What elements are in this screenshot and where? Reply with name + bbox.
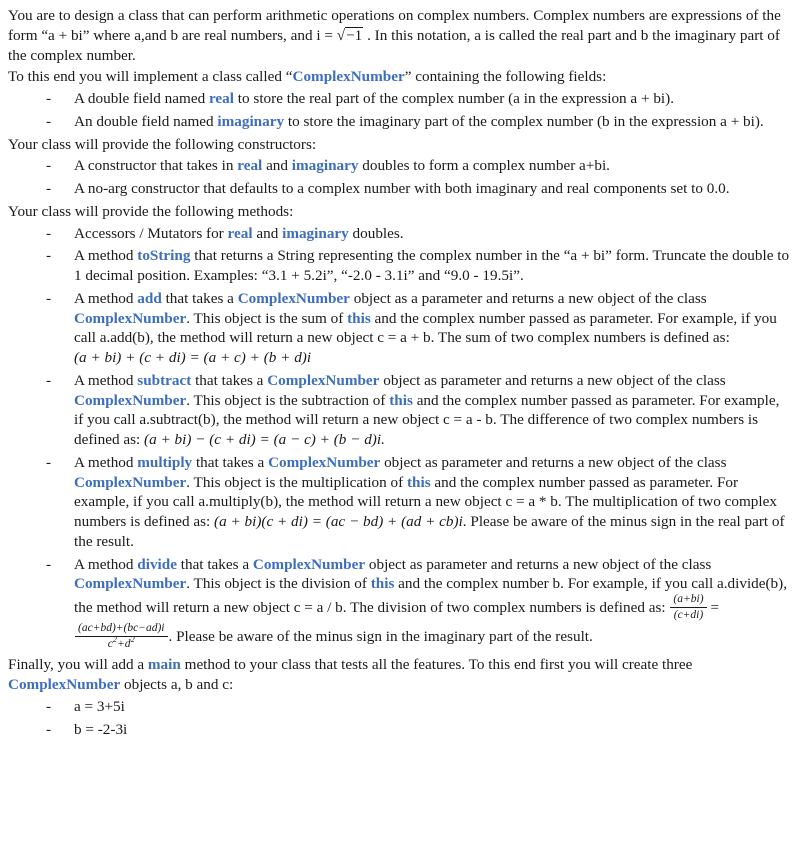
keyword-tostring: toString (137, 247, 191, 265)
multiply-text-2: that takes a (192, 453, 269, 471)
keyword-divide: divide (137, 555, 177, 573)
keyword-this: this (389, 391, 413, 409)
ctor-text-a: A constructor that takes in (74, 157, 238, 175)
subtract-text-5: and the complex number passed as parameter. For example, if you call a.subtract(b), the method will return a new object c = a - b. The difference of two complex numbers is defined as: (74, 391, 780, 448)
list-item: - a = 3+5i (8, 697, 796, 717)
multiply-text-5: and the complex number passed as parameter. For example, if you call a.multiply(b), the method will return a new object c = a * b. The multiplication of two complex numbers is defined as: (74, 473, 777, 530)
divide-fraction-left (670, 593, 706, 622)
keyword-subtract: subtract (137, 371, 192, 389)
subtract-formula: (a + bi) − (c + di) = (a − c) + (b − d)i. (144, 431, 385, 448)
divide-fraction-right (75, 622, 168, 651)
keyword-complexnumber: ComplexNumber (237, 289, 350, 307)
radical-sign: √ (336, 26, 346, 44)
multiply-text-1: A method (74, 453, 138, 471)
keyword-real: real (208, 90, 234, 107)
fields-list (8, 89, 796, 132)
keyword-imaginary: imaginary (282, 224, 349, 242)
add-text-5: and the complex number passed as parameter. For example, if you call a.add(b), the method will return a new object c = a + b. The sum of two complex numbers is defined as: (74, 309, 777, 347)
radicand-value: −1 (346, 26, 363, 44)
denominator-plus-d: +d (117, 638, 131, 651)
methods-heading: Your class will provide the following methods: (8, 202, 294, 220)
add-text-1: A method (74, 289, 138, 307)
keyword-complexnumber: ComplexNumber (74, 309, 187, 327)
ctor-text-mid: and (262, 157, 292, 175)
divide-text-2: that takes a (176, 555, 253, 573)
keyword-imaginary: imaginary (217, 112, 285, 130)
field-real-text-a: A double field named (74, 90, 209, 107)
add-text-2: that takes a (161, 289, 238, 307)
list-item (8, 156, 796, 176)
list-item (8, 555, 796, 653)
multiply-formula-left: (a + bi)(c + di) = (214, 513, 326, 530)
add-text-4: . This object is the sum of (186, 309, 348, 327)
keyword-complexnumber: ComplexNumber (74, 391, 187, 409)
fraction-numerator: (ac+bd)+(bc−ad)i (75, 622, 168, 637)
accessors-text-a: Accessors / Mutators for (74, 224, 228, 242)
divide-text-4: . This object is the division of (186, 575, 371, 593)
list-item (8, 289, 796, 368)
accessors-text-b: doubles. (348, 224, 404, 242)
intro-paragraph-2 (8, 67, 796, 87)
square-root-expression (337, 26, 364, 46)
field-imaginary-text-b: to store the imaginary part of the complex number (b in the expression a + bi). (284, 112, 764, 130)
implement-text-b: ” containing the following fields: (404, 68, 607, 86)
fraction-numerator: (a+bi) (670, 593, 706, 608)
list-item (8, 179, 796, 199)
list-item: - b = -2-3i (8, 720, 796, 740)
divide-text-5: and the complex number b. For example, if you call a.divide(b), the method will return a new object c = a / b. The division of two complex numbers is defined as: (74, 575, 788, 617)
list-item (8, 112, 796, 132)
keyword-this: this (406, 473, 431, 491)
subtract-text-4: . This object is the subtraction of (186, 391, 390, 409)
objects-list (8, 697, 796, 740)
implement-text-a: To this end you will implement a class called “ (8, 68, 293, 86)
finally-paragraph (8, 655, 796, 695)
intro-text-a: You are to design a class that can perform arithmetic operations on complex numbers. Complex numbers are expressions of the form “a + bi” where a,and b are real numbers, and i = (8, 7, 781, 44)
finally-text-2: method to your class that tests all the features. To this end first you will create three (180, 656, 693, 674)
finally-text-3: objects a, b and c: (120, 676, 234, 694)
keyword-add: add (137, 289, 162, 307)
accessors-text-mid: and (252, 224, 283, 242)
keyword-complexnumber: ComplexNumber (8, 676, 121, 694)
constructors-list (8, 156, 796, 199)
ctor-noarg-text: A no-arg constructor that defaults to a complex number with both imaginary and real components set to 0.0. (74, 180, 730, 197)
field-real-text-b: to store the real part of the complex number (a in the expression a + bi). (234, 90, 674, 107)
divide-text-6: . Please be aware of the minus sign in the imaginary part of the result. (168, 628, 593, 646)
ctor-text-b: doubles to form a complex number a+bi. (358, 157, 610, 175)
denominator-c: c (107, 638, 113, 651)
keyword-complexnumber: ComplexNumber (268, 453, 381, 471)
multiply-formula-right: (ac − bd) + (ad + cb)i (325, 513, 463, 530)
keyword-complexnumber: ComplexNumber (252, 555, 366, 573)
divide-text-3: object as parameter and returns a new object of the class (365, 555, 712, 573)
keyword-multiply: multiply (137, 453, 193, 471)
keyword-complexnumber: ComplexNumber (267, 371, 380, 389)
keyword-this: this (370, 575, 395, 593)
list-item (8, 246, 796, 286)
tostring-text-a: A method (74, 247, 138, 265)
multiply-text-3: object as parameter and returns a new object of the class (380, 453, 727, 471)
intro-paragraph-1 (8, 6, 796, 65)
multiply-text-4: . This object is the multiplication of (186, 473, 407, 491)
denominator-c-exponent: 2 (112, 635, 118, 645)
methods-list (8, 224, 796, 653)
add-text-3: object as a parameter and returns a new object of the class (349, 289, 707, 307)
keyword-imaginary: imaginary (291, 157, 359, 175)
fraction-denominator (75, 637, 168, 651)
finally-text-1: Finally, you will add a (8, 656, 148, 674)
list-item (8, 453, 796, 552)
keyword-this: this (347, 309, 371, 327)
equals-sign: = (710, 599, 719, 616)
keyword-complexnumber: ComplexNumber (292, 68, 405, 86)
denominator-d-exponent: 2 (130, 635, 135, 645)
divide-text-1: A method (74, 555, 138, 573)
fraction-denominator: (c+di) (673, 609, 704, 622)
subtract-text-3: object as parameter and returns a new object of the class (379, 371, 726, 389)
add-formula: (a + bi) + (c + di) = (a + c) + (b + d)i (74, 349, 312, 366)
list-item (8, 224, 796, 244)
keyword-main: main (147, 656, 181, 674)
multiply-text-6: . Please be aware of the minus sign in the real part of the result. (74, 513, 785, 550)
keyword-complexnumber: ComplexNumber (74, 473, 187, 491)
keyword-complexnumber: ComplexNumber (74, 575, 187, 593)
intro-text-b: . In this notation, a is called the real part and b the imaginary part of the complex number. (8, 26, 780, 64)
field-imaginary-text-a: An double field named (74, 112, 218, 130)
keyword-real: real (227, 224, 253, 242)
subtract-text-1: A method (74, 371, 138, 389)
subtract-text-2: that takes a (191, 371, 268, 389)
tostring-text-b: that returns a String representing the complex number in the “a + bi” form. Truncate the double to 1 decimal position. Examples: “3.1 + 5.2i”, “-2.0 - 3.1i” and “9.0 - 19.5i”. (74, 247, 790, 284)
constructors-heading: Your class will provide the following constructors: (8, 135, 317, 153)
list-item (8, 89, 796, 109)
list-item (8, 371, 796, 450)
keyword-real: real (237, 157, 263, 175)
